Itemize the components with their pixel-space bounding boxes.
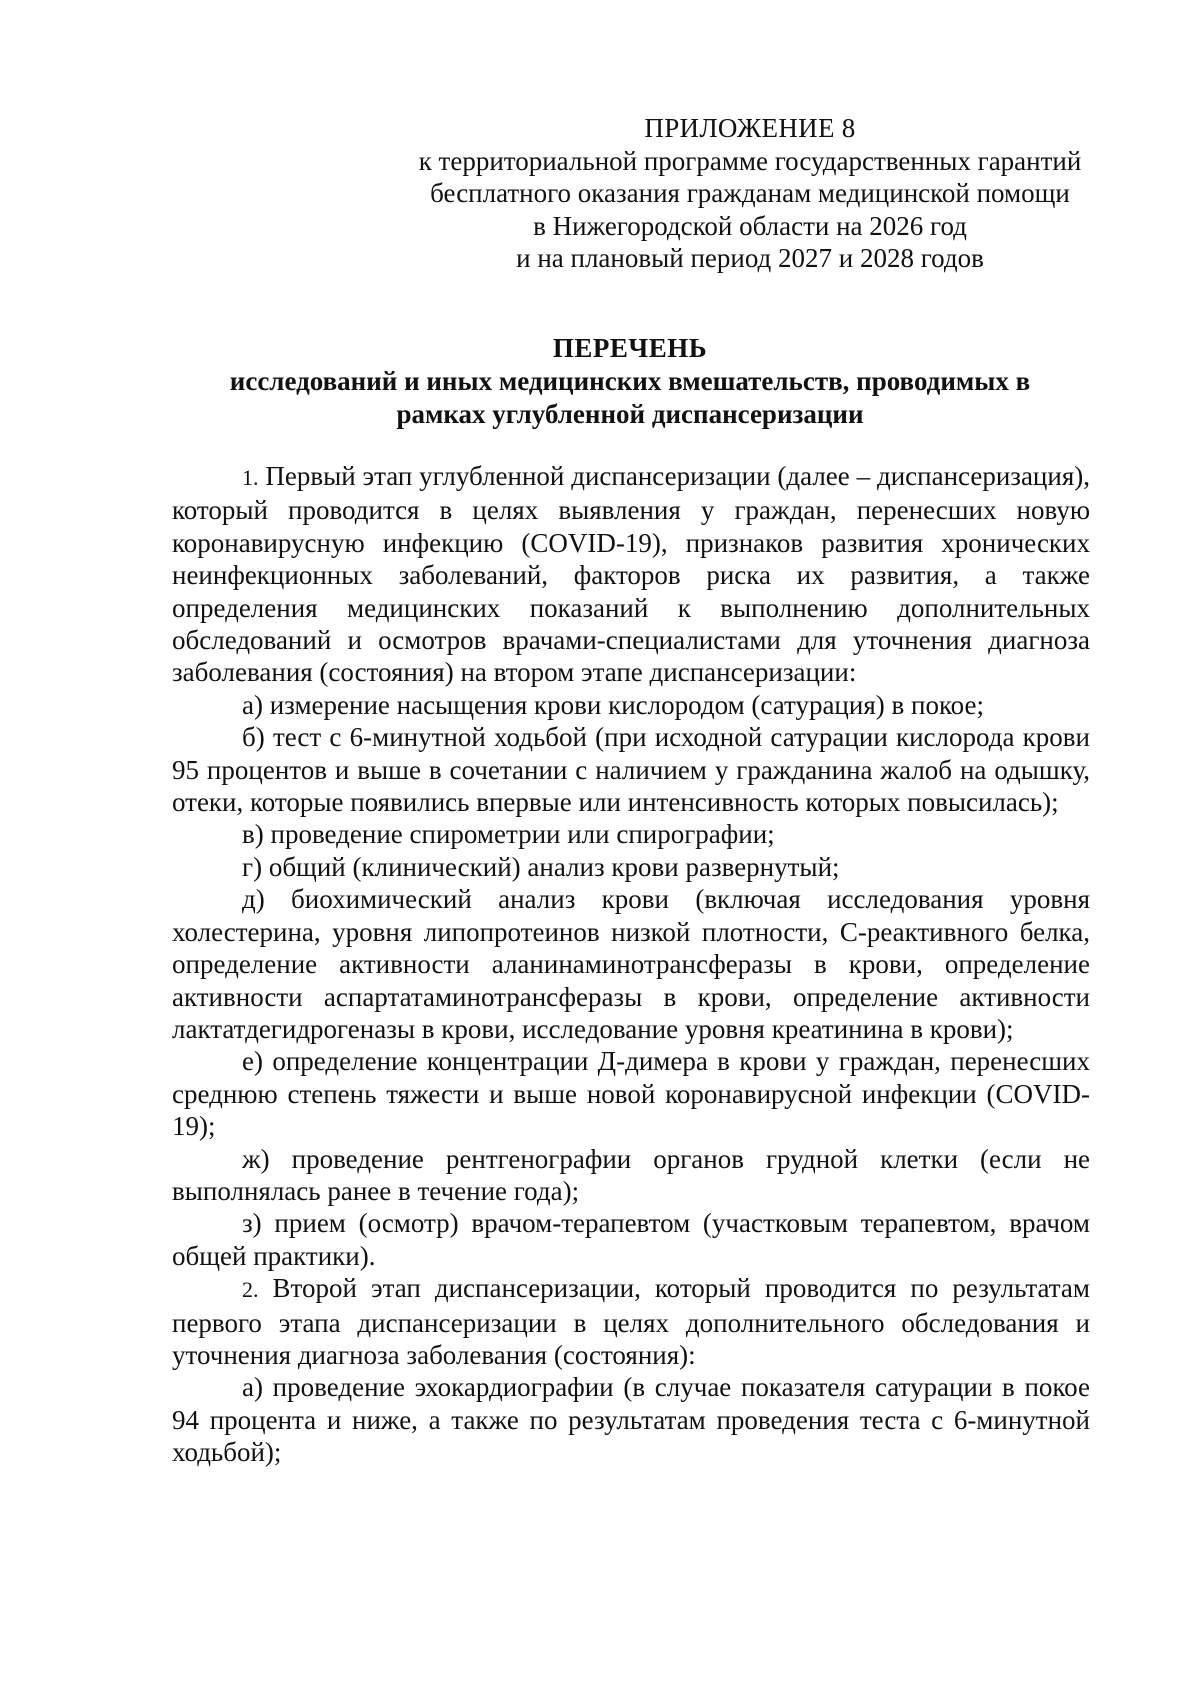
item-1a: а) измерение насыщения крови кислородом (сатурация) в покое; [242,689,984,720]
annex-title: ПРИЛОЖЕНИЕ 8 [644,113,856,143]
item-1b: б) тест с 6-минутной ходьбой (при исходной сатурации кислорода крови 95 процентов и выше в сочетании с наличием у гражданина жалоб на одышку, отеки, которые появились впервые или интенсивность которых повысилась); [172,722,1090,818]
annex-line-2: бесплатного оказания гражданам медицинской помощи [430,178,1070,208]
annex-line-1: к территориальной программе государственных гарантий [418,145,1082,176]
title-subtitle-line-1: исследований и иных медицинских вмешательств, проводимых в [229,366,1031,396]
item-1zh: ж) проведение рентгенографии органов грудной клетки (если не выполнялась ранее в течение года); [172,1143,1090,1206]
item-2a: а) проведение эхокардиографии (в случае показателя сатурации в покое 94 процента и ниже, а также по результатам проведения теста с 6-минутной ходьбой); [172,1372,1090,1468]
item-1e: е) определение концентрации Д-димера в крови у граждан, перенесших среднюю степень тяжести и выше новой коронавирусной инфекции (COVID-19); [172,1046,1090,1142]
title-subtitle-line-2: рамках углубленной диспансеризации [396,399,864,429]
item-1v: в) проведение спирометрии или спирографии; [242,819,775,850]
paragraph-1 [172,460,1090,689]
item-1d: д) биохимический анализ крови (включая исследования уровня холестерина, уровня липопротеинов низкой плотности, С-реактивного белка, определение активности аланинаминотрансферазы в крови, определение активности аспартатаминотрансферазы в крови, определение активности лактатдегидрогеназы в крови, исследование уровня креатинина в крови); [172,884,1090,1044]
paragraph-1-text: Первый этап углубленной диспансеризации (далее – диспансеризация), который проводится в целях выявления у граждан, перенесших новую коронавирусную инфекцию (COVID-19), признаков развития хронических неинфекционных заболеваний, факторов риска их развития, а также определения медицинских показаний к выполнению дополнительных обследований и осмотров врачами-специалистами для уточнения диагноза заболевания (состояния) на втором этапе диспансеризации: [172,461,1090,688]
item-1z: з) прием (осмотр) врачом-терапевтом (участковым терапевтом, врачом общей практики). [172,1208,1090,1271]
annex-line-3: в Нижегородской области на 2026 год [533,210,967,241]
paragraph-2 [172,1272,1090,1371]
annex-header [390,112,1110,275]
paragraph-1-number: 1. [242,465,259,490]
paragraph-2-text: Второй этап диспансеризации, который проводится по результатам первого этапа диспансеризации в целях дополнительного обследования и уточнения диагноза заболевания (состояния): [172,1273,1090,1370]
annex-line-4: и на плановый период 2027 и 2028 годов [516,243,984,273]
document-body [172,460,1090,1469]
item-1g: г) общий (клинический) анализ крови развернутый; [242,851,840,882]
document-title [130,332,1130,431]
title-main: ПЕРЕЧЕНЬ [552,333,708,363]
paragraph-2-number: 2. [242,1277,259,1303]
